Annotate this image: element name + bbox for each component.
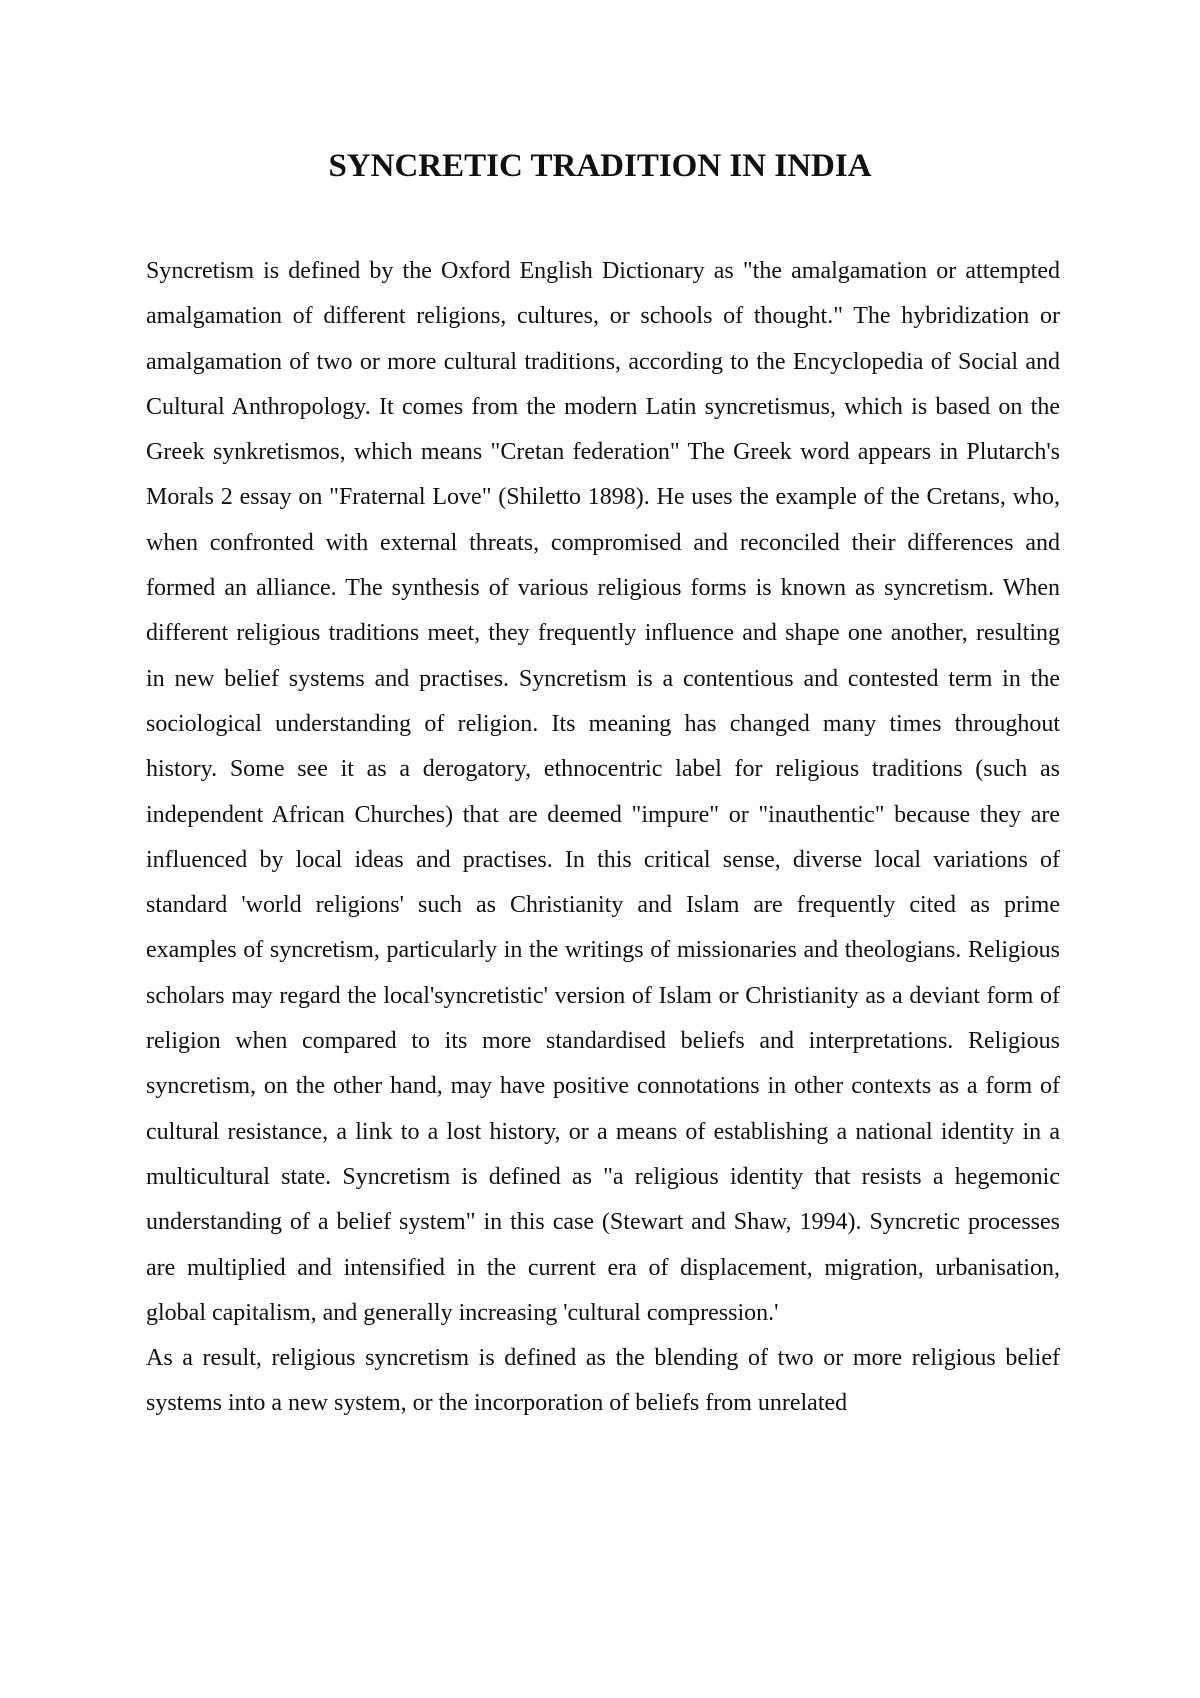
paragraph-1: Syncretism is defined by the Oxford English Dictionary as "the amalgamation or attempted amalgamation of different religions, cultures, or schools of thought." The hybridization or amalgamation of two or more cultural traditions, according to the Encyclopedia of Social and Cultural Anthropology. It comes from the modern Latin syncretismus, which is based on the Greek synkretismos, which means "Cretan federation" The Greek word appears in Plutarch's Morals 2 essay on "Fraternal Love" (Shiletto 1898). He uses the example of the Cretans, who, when confronted with external threats, compromised and reconciled their differences and formed an alliance. The synthesis of various religious forms is known as syncretism. When different religious traditions meet, they frequently influence and shape one another, resulting in new belief systems and practises. Syncretism is a contentious and contested term in the sociological understanding of religion. Its meaning has changed many times throughout history. Some see it as a derogatory, ethnocentric label for religious traditions (such as independent African Churches) that are deemed "impure" or "inauthentic" because they are influenced by local ideas and practises. In this critical sense, diverse local variations of standard 'world religions' such as Christianity and Islam are frequently cited as prime examples of syncretism, particularly in the writings of missionaries and theologians. Religious scholars may regard the local'syncretistic' version of Islam or Christianity as a deviant form of religion when compared to its more standardised beliefs and interpretations. Religious syncretism, on the other hand, may have positive connotations in other contexts as a form of cultural resistance, a link to a lost history, or a means of establishing a national identity in a multicultural state. Syncretism is defined as "a religious identity that resists a hegemonic understanding of a belief system" in this case (Stewart and Shaw, 1994). Syncretic processes are multiplied and intensified in the current era of displacement, migration, urbanisation, global capitalism, and generally increasing 'cultural compression.' <box>146 258 1060 1326</box>
paragraph-2: As a result, religious syncretism is defined as the blending of two or more religious belief systems into a new system, or the incorporation of beliefs from unrelated <box>146 1345 1060 1417</box>
document-title: SYNCRETIC TRADITION IN INDIA <box>328 148 872 184</box>
document-body <box>146 249 1060 1427</box>
